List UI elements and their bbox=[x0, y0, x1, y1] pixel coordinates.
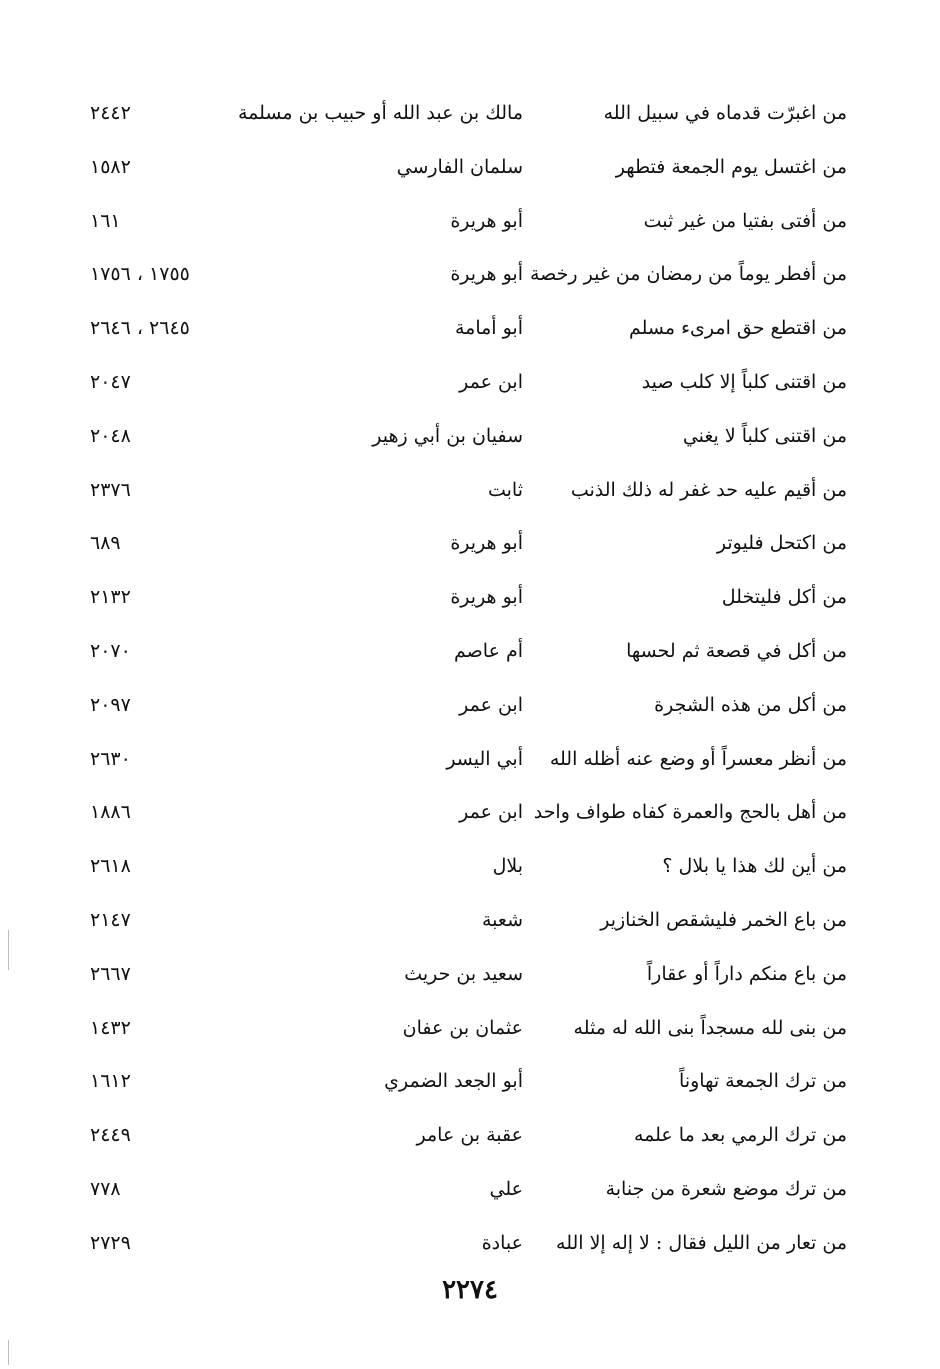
hadith-number: ٧٧٨ bbox=[90, 1177, 121, 1200]
narrator-name: ابن عمر bbox=[459, 370, 523, 393]
hadith-number: ٢٠٩٧ bbox=[90, 693, 131, 716]
hadith-number: ٢٤٤٩ bbox=[90, 1124, 131, 1147]
index-row bbox=[90, 142, 855, 196]
narrator-name: أم عاصم bbox=[454, 639, 523, 662]
index-row bbox=[90, 841, 855, 895]
narrator-name: سلمان الفارسي bbox=[396, 155, 523, 178]
narrator-name: أبو هريرة bbox=[450, 586, 523, 609]
hadith-text: من أكل من هذه الشجرة bbox=[654, 693, 847, 716]
index-row bbox=[90, 411, 855, 465]
index-row bbox=[90, 465, 855, 519]
hadith-text: من ترك الرمي بعد ما علمه bbox=[633, 1124, 847, 1147]
hadith-number: ٢٦٦٧ bbox=[90, 962, 131, 985]
scan-margin-mark bbox=[8, 930, 9, 970]
index-row bbox=[90, 196, 855, 250]
hadith-number: ١٤٣٢ bbox=[90, 1016, 131, 1039]
narrator-name: أبو هريرة bbox=[450, 263, 523, 286]
index-row bbox=[90, 787, 855, 841]
scan-margin-mark bbox=[8, 1340, 9, 1365]
hadith-number: ١٧٥٥ ، ١٧٥٦ bbox=[90, 263, 190, 286]
hadith-text: من أنظر معسراً أو وضع عنه أظله الله bbox=[549, 747, 847, 770]
index-row bbox=[90, 1056, 855, 1110]
hadith-number: ١٥٨٢ bbox=[90, 155, 131, 178]
index-row bbox=[90, 572, 855, 626]
hadith-number: ١٦١ bbox=[90, 209, 121, 232]
hadith-number: ٢٣٧٦ bbox=[90, 478, 131, 501]
hadith-text: من ترك الجمعة تهاوناً bbox=[679, 1070, 847, 1093]
hadith-text: من تعار من الليل فقال : لا إله إلا الله bbox=[556, 1231, 847, 1254]
hadith-number: ٢١٤٧ bbox=[90, 908, 131, 931]
hadith-text: من ترك موضع شعرة من جنابة bbox=[605, 1177, 847, 1200]
hadith-number: ٢٤٤٢ bbox=[90, 102, 131, 124]
index-row bbox=[90, 249, 855, 303]
hadith-text: من اقتطع حق امرىء مسلم bbox=[629, 317, 847, 340]
hadith-text: من اقتنى كلباً لا يغني bbox=[682, 424, 847, 447]
index-row bbox=[90, 949, 855, 1003]
page-number: ٢٢٧٤ bbox=[442, 1275, 498, 1305]
index-row bbox=[90, 1164, 855, 1218]
hadith-text: من أكل فليتخلل bbox=[721, 586, 847, 609]
hadith-number: ٢٦٤٥ ، ٢٦٤٦ bbox=[90, 317, 190, 340]
hadith-number: ٢٦٣٠ bbox=[90, 747, 131, 770]
index-row bbox=[90, 88, 855, 142]
hadith-text: من باع الخمر فليشقص الخنازير bbox=[600, 908, 847, 931]
index-row bbox=[90, 518, 855, 572]
index-row bbox=[90, 680, 855, 734]
hadith-text: من اكتحل فليوتر bbox=[716, 532, 847, 555]
narrator-name: عبادة bbox=[481, 1231, 523, 1254]
narrator-name: ثابت bbox=[487, 478, 523, 501]
hadith-text: من أفطر يوماً من رمضان من غير رخصة bbox=[529, 263, 847, 286]
hadith-number: ١٦١٢ bbox=[90, 1070, 131, 1093]
hadith-text: من باع منكم داراً أو عقاراً bbox=[646, 962, 847, 985]
index-row bbox=[90, 1110, 855, 1164]
narrator-name: عقبة بن عامر bbox=[416, 1124, 523, 1147]
hadith-text: من اقتنى كلباً إلا كلب صيد bbox=[641, 370, 847, 393]
hadith-text: من بنى لله مسجداً بنى الله له مثله bbox=[573, 1016, 847, 1039]
narrator-name: سفيان بن أبي زهير bbox=[372, 424, 523, 447]
hadith-number: ٢٠٤٨ bbox=[90, 424, 131, 447]
hadith-text: من اغتسل يوم الجمعة فتطهر bbox=[615, 155, 847, 178]
narrator-name: مالك بن عبد الله أو حبيب بن مسلمة bbox=[237, 102, 523, 124]
hadith-number: ٢٧٢٩ bbox=[90, 1231, 131, 1254]
narrator-name: بلال bbox=[492, 855, 523, 878]
hadith-index-table bbox=[90, 88, 855, 1272]
index-row bbox=[90, 1218, 855, 1272]
narrator-name: ابن عمر bbox=[459, 801, 523, 824]
hadith-text: من اغبرّت قدماه في سبيل الله bbox=[603, 102, 847, 124]
hadith-text: من أقيم عليه حد غفر له ذلك الذنب bbox=[570, 478, 847, 501]
narrator-name: أبو الجعد الضمري bbox=[384, 1070, 523, 1093]
index-row bbox=[90, 895, 855, 949]
narrator-name: سعيد بن حريث bbox=[404, 962, 523, 985]
hadith-number: ٢٦١٨ bbox=[90, 855, 131, 878]
narrator-name: أبي اليسر bbox=[446, 747, 523, 770]
hadith-number: ٢٠٤٧ bbox=[90, 370, 131, 393]
hadith-text: من أكل في قصعة ثم لحسها bbox=[626, 639, 847, 662]
hadith-number: ٢٠٧٠ bbox=[90, 639, 131, 662]
narrator-name: ابن عمر bbox=[459, 693, 523, 716]
index-row bbox=[90, 626, 855, 680]
hadith-text: من أهل بالحج والعمرة كفاه طواف واحد bbox=[533, 801, 847, 824]
hadith-number: ٢١٣٢ bbox=[90, 586, 131, 609]
hadith-text: من أفتى بفتيا من غير ثبت bbox=[643, 209, 847, 232]
index-row bbox=[90, 303, 855, 357]
index-row bbox=[90, 357, 855, 411]
index-row bbox=[90, 1003, 855, 1057]
hadith-text: من أين لك هذا يا بلال ؟ bbox=[662, 855, 847, 878]
narrator-name: شعبة bbox=[481, 908, 523, 931]
hadith-number: ١٨٨٦ bbox=[90, 801, 131, 824]
narrator-name: عثمان بن عفان bbox=[402, 1016, 523, 1039]
narrator-name: علي bbox=[489, 1177, 523, 1200]
index-row bbox=[90, 734, 855, 788]
hadith-number: ٦٨٩ bbox=[90, 532, 121, 555]
narrator-name: أبو هريرة bbox=[450, 209, 523, 232]
narrator-name: أبو أمامة bbox=[454, 317, 523, 340]
narrator-name: أبو هريرة bbox=[450, 532, 523, 555]
